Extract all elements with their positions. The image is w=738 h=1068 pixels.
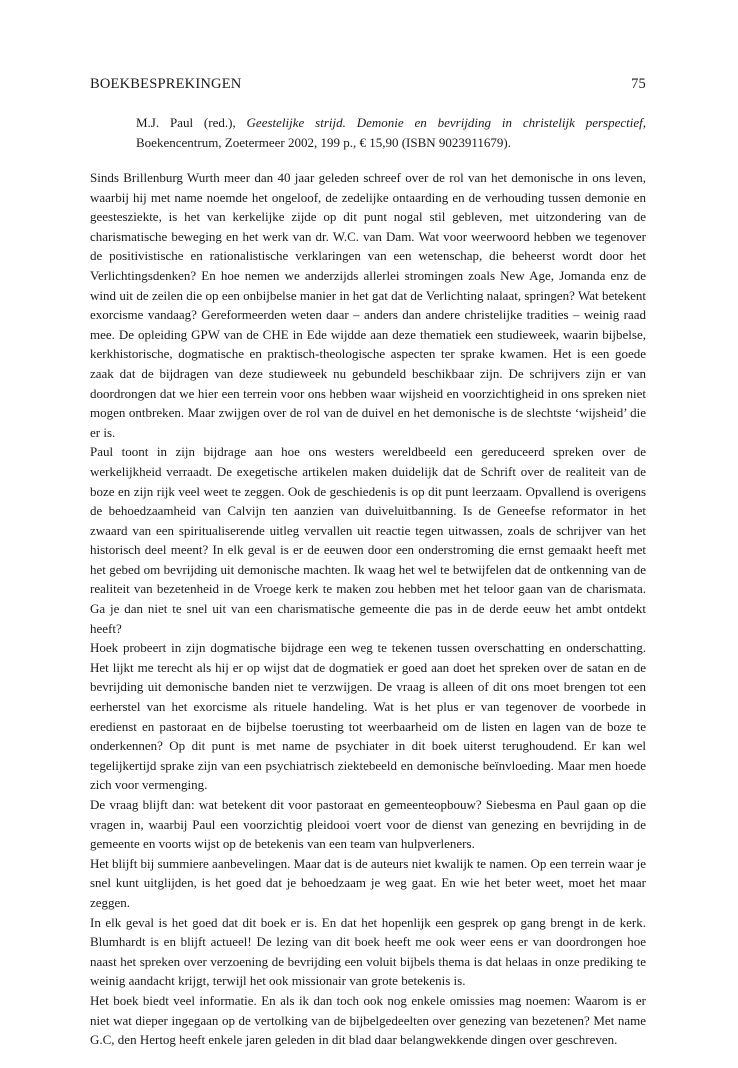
page — [90, 76, 646, 1050]
review-body — [90, 168, 646, 1050]
citation-authors: M.J. Paul (red.), — [136, 115, 247, 130]
paragraph: De vraag blijft dan: wat betekent dit voor pastoraat en gemeenteopbouw? Siebesma en Paul gaan op die vragen in, waarbij Paul een voorzichtig pleidooi voert voor de dienst van genezing en bevrijding in de gemeente en voorts wijst op de betekenis van een team van hulpverleners. — [90, 797, 646, 852]
paragraph: In elk geval is het goed dat dit boek er is. En dat het hopenlijk een gesprek op gang brengt in de kerk. Blumhardt is en blijft actueel! De lezing van dit boek heeft me ook weer eens er van doordrongen hoe naast het spreken over verzoening de bevrijding een voluit bijbels thema is dat helaas in onze prediking te weinig aandacht krijgt, terwijl het ook missionair van grote betekenis is. — [90, 914, 646, 989]
page-number: 75 — [631, 76, 646, 92]
paragraph: Sinds Brillenburg Wurth meer dan 40 jaar geleden schreef over de rol van het demonische in ons leven, waarbij hij met name noemde het ongeloof, de zedelijke ontaarding en de verhouding tussen demonie en geestesziekte, is het van kerkelijke zijde op dit punt nogal stil gebleven, met uitzondering van de charismatische beweging en het werk van dr. W.C. van Dam. Wat voor weerwoord hebben we tegenover de positivistische en rationalistische verklaringen van een wetenschap, die beheerst wordt door het Verlichtingsdenken? En hoe nemen we anderzijds allerlei stromingen zoals New Age, Jomanda enz de wind uit de zeilen die op een onbijbelse manier in het gat dat de Verlichting nalaat, springen? Wat betekent exorcisme vandaag? Gereformeerden weten daar – anders dan andere christelijke tradities – weinig raad mee. De opleiding GPW van de CHE in Ede wijdde aan deze thematiek een studieweek, waarin bijbelse, kerkhistorische, dogmatische en praktisch-theologische aspecten ter sprake kwamen. Het is een goede zaak dat de bijdragen van deze studieweek nu gebundeld beschikbaar zijn. De schrijvers zijn er van doordrongen dat we hier een terrein voor ons hebben waar wijsheid en voorzichtigheid in ons spreken niet mogen ontbreken. Maar zwijgen over de rol van de duivel en het demonische is de slechtste ‘wijsheid’ die er is. — [90, 170, 646, 440]
paragraph: Hoek probeert in zijn dogmatische bijdrage een weg te tekenen tussen overschatting en onderschatting. Het lijkt me terecht als hij er op wijst dat de dogmatiek er goed aan doet het spreken over de satan en de bevrijding uit demonische banden niet te verzwijgen. De vraag is alleen of dit ons moet brengen tot een eerherstel van het exorcisme als rituele handeling. Wat is het plus er van tegenover de voorbede in eredienst en pastoraat en de bijbelse toerusting tot weerbaarheid om de listen en lagen van de boze te onderkennen? Op dit punt is met name de psychiater in dit boek uiterst terughoudend. Er kan wel tegelijkertijd sprake zijn van een psychiatrisch ziektebeeld en demonische beïnvloeding. Maar men hoede zich voor vermenging. — [90, 640, 646, 793]
citation-title: Geestelijke strijd. Demonie en bevrijding in christelijk perspectief, — [246, 115, 646, 130]
paragraph: Het blijft bij summiere aanbevelingen. Maar dat is de auteurs niet kwalijk te namen. Op een terrein waar je snel kunt uitglijden, is het goed dat je behoedzaam je weg gaat. En wie het beter weet, moet het maar zeggen. — [90, 855, 646, 910]
section-title: BOEKBESPREKINGEN — [90, 76, 242, 92]
paragraph: Paul toont in zijn bijdrage aan hoe ons westers wereldbeeld een gereduceerd spreken over de werkelijkheid verraadt. De exegetische artikelen maken duidelijk dat de Schrift over de realiteit van de boze en zijn rijk veel weet te zeggen. Ook de geschiedenis is op dit punt leerzaam. Opvallend is overigens de behoedzaamheid van Calvijn ten aanzien van duiveluitbanning. Is de Geneefse reformator in het zwaard van een spiritualiserende uitleg vervallen uit reactie tegen uitwassen, zoals de schrijver van het historisch deel meent? In elk geval is er de eeuwen door een onderstroming die ernst gemaakt heeft met het gebed om bevrijding uit demonische machten. Ik waag het wel te betwijfelen dat de ontkenning van de realiteit van bezetenheid in de Vroege kerk te maken zou hebben met het teloor gaan van de charismata. Ga je dan niet te snel uit van een charismatische gemeente die pas in de derde eeuw het ambt ontdekt heeft? — [90, 444, 646, 636]
book-citation — [136, 113, 646, 152]
citation-publication: Boekencentrum, Zoetermeer 2002, 199 p., € 15,90 (ISBN 9023911679). — [136, 134, 512, 150]
running-head — [90, 76, 646, 93]
paragraph: Het boek biedt veel informatie. En als ik dan toch ook nog enkele omissies mag noemen: Waarom is er niet wat dieper ingegaan op de vertolking van de bijbelgedeelten over genezing van bezetenen? Met name G.C, den Hertog heeft enkele jaren geleden in dit blad daar belangwekkende dingen over geschreven. — [90, 992, 646, 1048]
